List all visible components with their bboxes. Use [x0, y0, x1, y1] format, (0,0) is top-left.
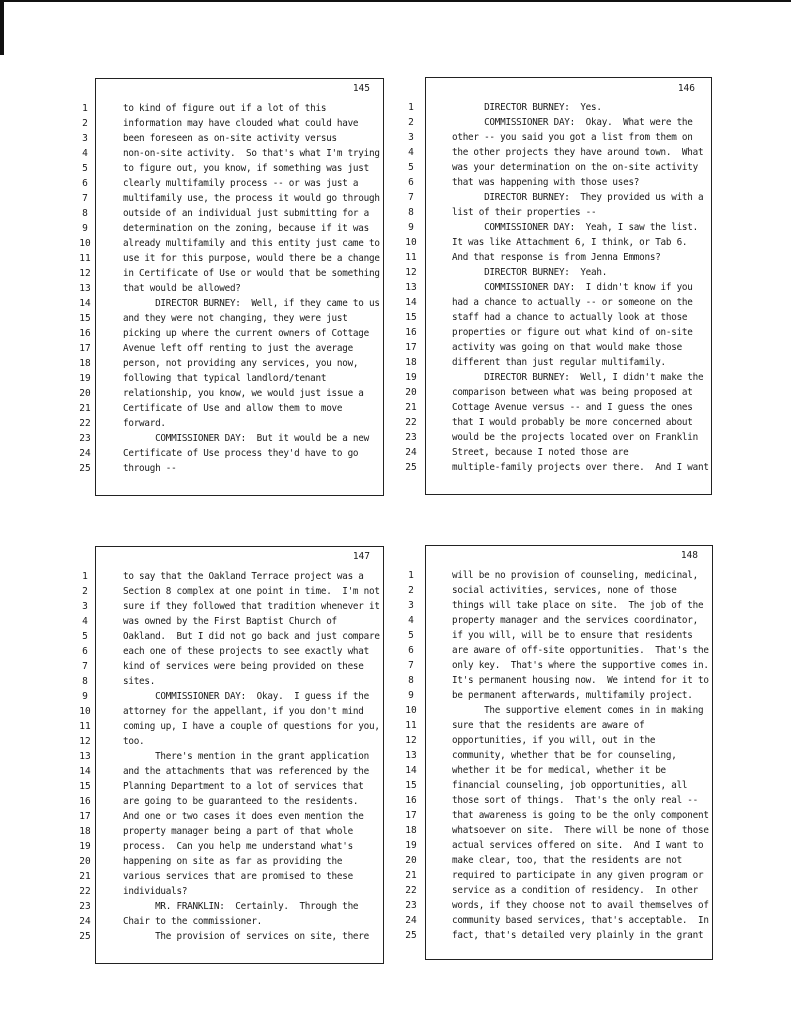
line-number: 5 — [408, 162, 414, 173]
line-number: 14 — [79, 298, 91, 309]
line-number: 5 — [82, 163, 88, 174]
transcript-line: and the attachments that was referenced by the — [123, 766, 369, 777]
transcript-line: whether it be for medical, whether it be — [452, 765, 666, 776]
transcript-line: financial counseling, job opportunities, all — [452, 780, 688, 791]
transcript-line: outside of an individual just submitting for a — [123, 208, 369, 219]
transcript-line: happening on site as far as providing the — [123, 856, 343, 867]
line-number: 16 — [405, 327, 417, 338]
line-number: 15 — [405, 312, 417, 323]
line-number: 24 — [405, 447, 417, 458]
transcript-line: to kind of figure out if a lot of this — [123, 103, 327, 114]
transcript-line: social activities, services, none of those — [452, 585, 677, 596]
transcript-line: Planning Department to a lot of services that — [123, 781, 364, 792]
line-number: 9 — [82, 223, 88, 234]
line-number: 18 — [79, 358, 91, 369]
line-number: 10 — [405, 705, 417, 716]
line-number: 25 — [405, 462, 417, 473]
line-number: 2 — [408, 585, 414, 596]
line-number: 12 — [405, 735, 417, 746]
line-number: 11 — [405, 252, 417, 263]
transcript-lines — [452, 568, 709, 943]
line-number: 11 — [405, 720, 417, 731]
line-number: 4 — [82, 616, 88, 627]
line-number: 17 — [405, 810, 417, 821]
line-number: 25 — [79, 463, 91, 474]
line-number: 6 — [82, 178, 88, 189]
transcript-line: DIRECTOR BURNEY: Well, I didn't make the — [452, 372, 704, 383]
transcript-line: Avenue left off renting to just the average — [123, 343, 353, 354]
transcript-line: staff had a chance to actually look at those — [452, 312, 688, 323]
transcript-line: be permanent afterwards, multifamily project. — [452, 690, 693, 701]
transcript-line: DIRECTOR BURNEY: Yes. — [452, 102, 602, 113]
transcript-line: There's mention in the grant application — [123, 751, 369, 762]
line-number: 9 — [408, 690, 414, 701]
transcript-line: different than just regular multifamily. — [452, 357, 666, 368]
line-number: 7 — [408, 192, 414, 203]
line-number-column — [75, 569, 95, 944]
line-number: 1 — [408, 570, 414, 581]
transcript-line: and they were not changing, they were just — [123, 313, 348, 324]
line-number-column — [401, 568, 421, 943]
line-number: 12 — [79, 736, 91, 747]
line-number: 8 — [408, 675, 414, 686]
transcript-line: COMMISSIONER DAY: Yeah, I saw the list. — [452, 222, 698, 233]
line-number: 12 — [405, 267, 417, 278]
line-number: 11 — [79, 721, 91, 732]
line-number-column — [75, 101, 95, 476]
transcript-line: that would be allowed? — [123, 283, 241, 294]
line-number: 20 — [405, 855, 417, 866]
transcript-line: individuals? — [123, 886, 188, 897]
line-number: 3 — [82, 133, 88, 144]
transcript-line: sure that the residents are aware of — [452, 720, 645, 731]
transcript-line: And one or two cases it does even mention the — [123, 811, 364, 822]
transcript-line: make clear, too, that the residents are not — [452, 855, 682, 866]
line-number: 3 — [408, 132, 414, 143]
transcript-line: would be the projects located over on Franklin — [452, 432, 698, 443]
line-number: 6 — [408, 645, 414, 656]
transcript-line: words, if they choose not to avail themselves of — [452, 900, 709, 911]
transcript-line: non-on-site activity. So that's what I'm trying — [123, 148, 380, 159]
transcript-line: to say that the Oakland Terrace project was a — [123, 571, 364, 582]
transcript-line: DIRECTOR BURNEY: Yeah. — [452, 267, 608, 278]
line-number: 11 — [79, 253, 91, 264]
transcript-line: COMMISSIONER DAY: Okay. What were the — [452, 117, 693, 128]
line-number: 24 — [79, 916, 91, 927]
transcript-line: was owned by the First Baptist Church of — [123, 616, 337, 627]
transcript-line: Chair to the commissioner. — [123, 916, 263, 927]
transcript-line: Street, because I noted those are — [452, 447, 629, 458]
line-number: 6 — [408, 177, 414, 188]
page-number: 145 — [352, 83, 370, 94]
line-number: 23 — [405, 432, 417, 443]
transcript-line: properties or figure out what kind of on-site — [452, 327, 693, 338]
line-number: 17 — [79, 811, 91, 822]
transcript-line: was your determination on the on-site activity — [452, 162, 698, 173]
line-number: 5 — [82, 631, 88, 642]
transcript-line: process. Can you help me understand what's — [123, 841, 353, 852]
line-number: 19 — [405, 840, 417, 851]
transcript-line: coming up, I have a couple of questions for you, — [123, 721, 380, 732]
transcript-line: COMMISSIONER DAY: But it would be a new — [123, 433, 369, 444]
line-number: 20 — [79, 388, 91, 399]
line-number: 2 — [408, 117, 414, 128]
transcript-line: various services that are promised to these — [123, 871, 353, 882]
transcript-line: COMMISSIONER DAY: I didn't know if you — [452, 282, 693, 293]
line-number: 3 — [408, 600, 414, 611]
transcript-line: relationship, you know, we would just issue a — [123, 388, 364, 399]
line-number: 1 — [408, 102, 414, 113]
transcript-line: forward. — [123, 418, 166, 429]
line-number: 7 — [82, 193, 88, 204]
line-number: 19 — [79, 841, 91, 852]
transcript-line: DIRECTOR BURNEY: Well, if they came to us — [123, 298, 380, 309]
line-number: 7 — [82, 661, 88, 672]
transcript-line: opportunities, if you will, out in the — [452, 735, 656, 746]
line-number: 14 — [405, 765, 417, 776]
transcript-line: It's permanent housing now. We intend for it to — [452, 675, 709, 686]
transcript-line: information may have clouded what could have — [123, 118, 359, 129]
transcript-line: DIRECTOR BURNEY: They provided us with a — [452, 192, 704, 203]
page-number: 146 — [677, 83, 695, 94]
line-number: 6 — [82, 646, 88, 657]
line-number: 23 — [79, 433, 91, 444]
transcript-line: if you will, will be to ensure that residents — [452, 630, 693, 641]
scan-edge-top — [0, 0, 791, 2]
transcript-line: It was like Attachment 6, I think, or Tab 6. — [452, 237, 688, 248]
line-number: 18 — [405, 357, 417, 368]
transcript-line: picking up where the current owners of Cottage — [123, 328, 369, 339]
transcript-line: only key. That's where the supportive comes in. — [452, 660, 709, 671]
line-number-column — [401, 100, 421, 475]
transcript-line: already multifamily and this entity just came to — [123, 238, 380, 249]
transcript-line: through -- — [123, 463, 177, 474]
transcript-line: fact, that's detailed very plainly in the grant — [452, 930, 704, 941]
transcript-line: service as a condition of residency. In other — [452, 885, 698, 896]
line-number: 25 — [405, 930, 417, 941]
line-number: 16 — [79, 328, 91, 339]
line-number: 5 — [408, 630, 414, 641]
line-number: 10 — [79, 238, 91, 249]
transcript-line: each one of these projects to see exactly what — [123, 646, 369, 657]
line-number: 2 — [82, 586, 88, 597]
line-number: 13 — [405, 282, 417, 293]
scan-edge-left — [0, 0, 4, 55]
line-number: 21 — [405, 870, 417, 881]
transcript-line: The supportive element comes in in making — [452, 705, 704, 716]
line-number: 4 — [408, 147, 414, 158]
transcript-line: MR. FRANKLIN: Certainly. Through the — [123, 901, 359, 912]
transcript-line: person, not providing any services, you now, — [123, 358, 359, 369]
line-number: 4 — [408, 615, 414, 626]
transcript-line: to figure out, you know, if something was just — [123, 163, 369, 174]
line-number: 18 — [405, 825, 417, 836]
transcript-line: the other projects they have around town. What — [452, 147, 704, 158]
line-number: 9 — [408, 222, 414, 233]
line-number: 23 — [79, 901, 91, 912]
transcript-lines — [123, 101, 380, 476]
line-number: 15 — [405, 780, 417, 791]
transcript-line: activity was going on that would make those — [452, 342, 682, 353]
transcript-line: community, whether that be for counseling, — [452, 750, 677, 761]
transcript-line: sure if they followed that tradition whenever it — [123, 601, 380, 612]
line-number: 19 — [405, 372, 417, 383]
line-number: 4 — [82, 148, 88, 159]
transcript-line: use it for this purpose, would there be a change — [123, 253, 380, 264]
line-number: 25 — [79, 931, 91, 942]
transcript-line: community based services, that's acceptable. In — [452, 915, 709, 926]
line-number: 19 — [79, 373, 91, 384]
line-number: 18 — [79, 826, 91, 837]
transcript-line: multiple-family projects over there. And I want — [452, 462, 709, 473]
line-number: 21 — [405, 402, 417, 413]
transcript-line: Certificate of Use and allow them to move — [123, 403, 343, 414]
line-number: 13 — [405, 750, 417, 761]
transcript-line: Cottage Avenue versus -- and I guess the ones — [452, 402, 693, 413]
transcript-line: whatsoever on site. There will be none of those — [452, 825, 709, 836]
line-number: 17 — [405, 342, 417, 353]
line-number: 10 — [405, 237, 417, 248]
transcript-line: attorney for the appellant, if you don't mind — [123, 706, 364, 717]
line-number: 16 — [79, 796, 91, 807]
transcript-line: that I would probably be more concerned about — [452, 417, 693, 428]
transcript-line: kind of services were being provided on these — [123, 661, 364, 672]
page-number: 147 — [352, 551, 370, 562]
transcript-line: comparison between what was being proposed at — [452, 387, 693, 398]
transcript-line: been foreseen as on-site activity versus — [123, 133, 337, 144]
transcript-line: COMMISSIONER DAY: Okay. I guess if the — [123, 691, 369, 702]
transcript-line: that awareness is going to be the only component — [452, 810, 709, 821]
transcript-line: actual services offered on site. And I want to — [452, 840, 704, 851]
line-number: 13 — [79, 751, 91, 762]
transcript-line: those sort of things. That's the only real -- — [452, 795, 698, 806]
line-number: 14 — [79, 766, 91, 777]
line-number: 21 — [79, 403, 91, 414]
transcript-line: property manager being a part of that whole — [123, 826, 353, 837]
line-number: 15 — [79, 781, 91, 792]
line-number: 8 — [82, 676, 88, 687]
line-number: 23 — [405, 900, 417, 911]
line-number: 22 — [405, 417, 417, 428]
line-number: 15 — [79, 313, 91, 324]
line-number: 24 — [79, 448, 91, 459]
transcript-line: other -- you said you got a list from them on — [452, 132, 693, 143]
transcript-line: list of their properties -- — [452, 207, 597, 218]
transcript-lines — [452, 100, 709, 475]
line-number: 8 — [408, 207, 414, 218]
transcript-line: that was happening with those uses? — [452, 177, 640, 188]
transcript-line: clearly multifamily process -- or was just a — [123, 178, 359, 189]
line-number: 3 — [82, 601, 88, 612]
transcript-line: are aware of off-site opportunities. That's the — [452, 645, 709, 656]
transcript-line: sites. — [123, 676, 156, 687]
line-number: 10 — [79, 706, 91, 717]
line-number: 14 — [405, 297, 417, 308]
line-number: 20 — [79, 856, 91, 867]
page-number: 148 — [680, 550, 698, 561]
line-number: 9 — [82, 691, 88, 702]
transcript-line: will be no provision of counseling, medicinal, — [452, 570, 698, 581]
line-number: 8 — [82, 208, 88, 219]
transcript-line: And that response is from Jenna Emmons? — [452, 252, 661, 263]
transcript-line: in Certificate of Use or would that be something — [123, 268, 380, 279]
transcript-line: things will take place on site. The job of the — [452, 600, 704, 611]
transcript-line: Oakland. But I did not go back and just compare — [123, 631, 380, 642]
line-number: 12 — [79, 268, 91, 279]
line-number: 24 — [405, 915, 417, 926]
line-number: 1 — [82, 571, 88, 582]
transcript-line: multifamily use, the process it would go through — [123, 193, 380, 204]
transcript-line: had a chance to actually -- or someone on the — [452, 297, 693, 308]
line-number: 1 — [82, 103, 88, 114]
line-number: 17 — [79, 343, 91, 354]
transcript-line: following that typical landlord/tenant — [123, 373, 327, 384]
line-number: 16 — [405, 795, 417, 806]
line-number: 20 — [405, 387, 417, 398]
transcript-line: are going to be guaranteed to the residents. — [123, 796, 359, 807]
line-number: 22 — [79, 418, 91, 429]
line-number: 13 — [79, 283, 91, 294]
transcript-line: Section 8 complex at one point in time. I'm not — [123, 586, 380, 597]
line-number: 7 — [408, 660, 414, 671]
line-number: 22 — [79, 886, 91, 897]
line-number: 22 — [405, 885, 417, 896]
line-number: 2 — [82, 118, 88, 129]
transcript-line: Certificate of Use process they'd have to go — [123, 448, 359, 459]
transcript-line: required to participate in any given program or — [452, 870, 704, 881]
transcript-line: The provision of services on site, there — [123, 931, 369, 942]
line-number: 21 — [79, 871, 91, 882]
transcript-line: property manager and the services coordinator, — [452, 615, 698, 626]
transcript-line: determination on the zoning, because if it was — [123, 223, 369, 234]
transcript-lines — [123, 569, 380, 944]
transcript-line: too. — [123, 736, 145, 747]
